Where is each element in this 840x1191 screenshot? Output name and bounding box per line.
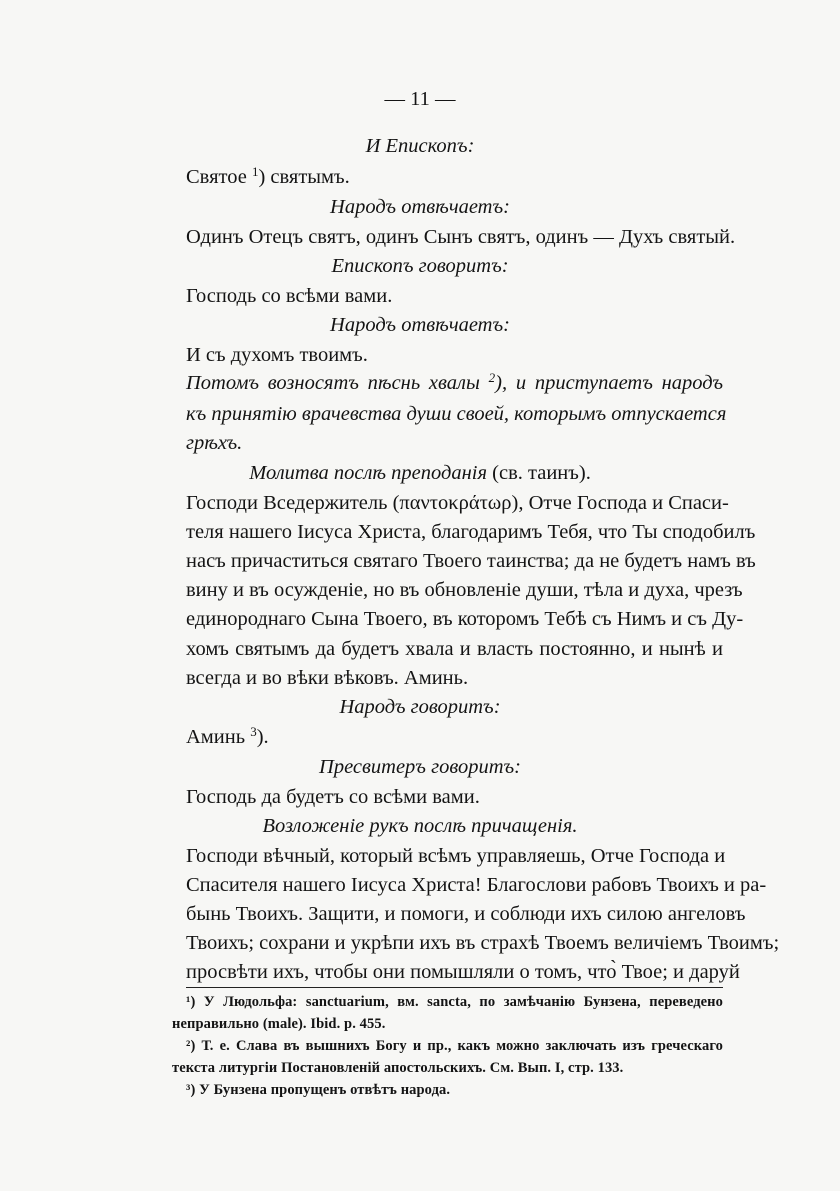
rubric-line-1-end: ), и приступаетъ народъ: [495, 372, 723, 394]
text-amen: [186, 724, 269, 752]
heading-prayer-after-title: Молитва послѣ преподанія: [249, 462, 488, 484]
prayer-2-line-2: Спасителя нашего Іисуса Христа! Благослови рабовъ Твоихъ и ра-: [186, 874, 767, 896]
footnote-3-text: У Бунзена пропущенъ отвѣтъ народа.: [199, 1082, 451, 1098]
prayer-1-line-2: теля нашего Іисуса Христа, благодаримъ Тебя, что Ты сподобилъ: [186, 521, 756, 543]
footnote-1-line-2: неправильно (male). Ibid. p. 455.: [172, 1016, 386, 1032]
prayer-2-line-1: Господи вѣчный, который всѣмъ управляешь, Отче Господа и: [186, 845, 726, 867]
page-number: — 11 —: [384, 88, 456, 110]
text-holy-end: ) святымъ.: [258, 166, 350, 188]
prayer-1-line-5: единороднаго Сына Твоего, въ которомъ Тебѣ съ Нимъ и съ Ду-: [186, 608, 744, 630]
rubric-line-2: къ принятію врачевства души своей, которымъ отпускается: [186, 403, 727, 425]
prayer-2-line-4: Твоихъ; сохрани и укрѣпи ихъ въ страхѣ Твоемъ величіемъ Твоимъ;: [186, 932, 780, 954]
heading-people-answers-1: Народъ отвѣчаетъ:: [330, 196, 510, 218]
text-holy: [186, 164, 350, 192]
prayer-1-line-4: вину и въ осужденіе, но въ обновленіе души, тѣла и духа, чрезъ: [186, 579, 743, 601]
text-amen-word: Аминь: [186, 726, 251, 748]
rubric-line-1: [186, 370, 723, 398]
text-lord-with-all: Господь со всѣми вами.: [186, 285, 393, 307]
rubric-line-3: грѣхъ.: [186, 432, 243, 454]
heading-bishop: И Епископъ:: [365, 135, 475, 157]
text-holy-start: Святое: [186, 166, 252, 188]
text-amen-end: ).: [256, 726, 269, 748]
heading-prayer-after: [0, 460, 840, 486]
footnote-2-text: Т. е. Слава въ вышнихъ Богу и пр., какъ можно заключать изъ греческаго: [201, 1038, 723, 1054]
footnote-ref-2: 2: [488, 370, 496, 385]
footnote-separator: [186, 987, 723, 988]
heading-laying-on-hands: Возложеніе рукъ послѣ причащенія.: [262, 815, 578, 837]
footnote-3-mark: ³): [186, 1082, 196, 1098]
prayer-1-line-7: всегда и во вѣки вѣковъ. Аминь.: [186, 667, 469, 689]
footnote-2-mark: ²): [186, 1038, 196, 1054]
footnote-1-text: У Людольфа: sanctuarium, вм. sancta, по замѣчанію Бунзена, переведено: [203, 994, 723, 1010]
text-one-father: Одинъ Отецъ святъ, одинъ Сынъ святъ, одинъ — Духъ святый.: [186, 226, 736, 248]
prayer-2-line-3: бынь Твоихъ. Защити, и помоги, и соблюди ихъ силою ангеловъ: [186, 903, 746, 925]
footnote-1-mark: ¹): [186, 994, 196, 1010]
prayer-1-line-3: насъ причаститься святаго Твоего таинства; да не будетъ намъ въ: [186, 550, 756, 572]
footnote-ref-1: 1: [251, 164, 259, 179]
footnote-3-line-1: [186, 1081, 450, 1099]
rubric-line-1-start: Потомъ возносятъ пѣснь хвалы: [186, 372, 489, 394]
footnote-2-line-2: текста литургіи Постановленій апостольскихъ. См. Вып. I, стр. 133.: [172, 1060, 624, 1076]
prayer-2-line-5: просвѣти ихъ, чтобы они помышляли о томъ, что̀ Твое; и даруй: [186, 961, 740, 983]
heading-people-says: Народъ говоритъ:: [339, 696, 501, 718]
footnote-1-line-1: [186, 993, 723, 1011]
text-and-with-spirit: И съ духомъ твоимъ.: [186, 344, 368, 366]
heading-people-answers-2: Народъ отвѣчаетъ:: [330, 314, 510, 336]
heading-bishop-says: Епископъ говоритъ:: [331, 255, 509, 277]
text-lord-be-with-all: Господь да будетъ со всѣми вами.: [186, 786, 480, 808]
prayer-1-line-1: Господи Вседержитель (παντοκράτωρ), Отче Господа и Спаси-: [186, 492, 729, 514]
heading-presbyter-says: Пресвитеръ говоритъ:: [319, 756, 521, 778]
footnote-2-line-1: [186, 1037, 723, 1055]
heading-prayer-after-note: (св. таинъ).: [487, 462, 591, 484]
prayer-1-line-6: хомъ святымъ да будетъ хвала и власть постоянно, и нынѣ и: [186, 638, 723, 660]
footnote-ref-3: 3: [250, 724, 257, 739]
